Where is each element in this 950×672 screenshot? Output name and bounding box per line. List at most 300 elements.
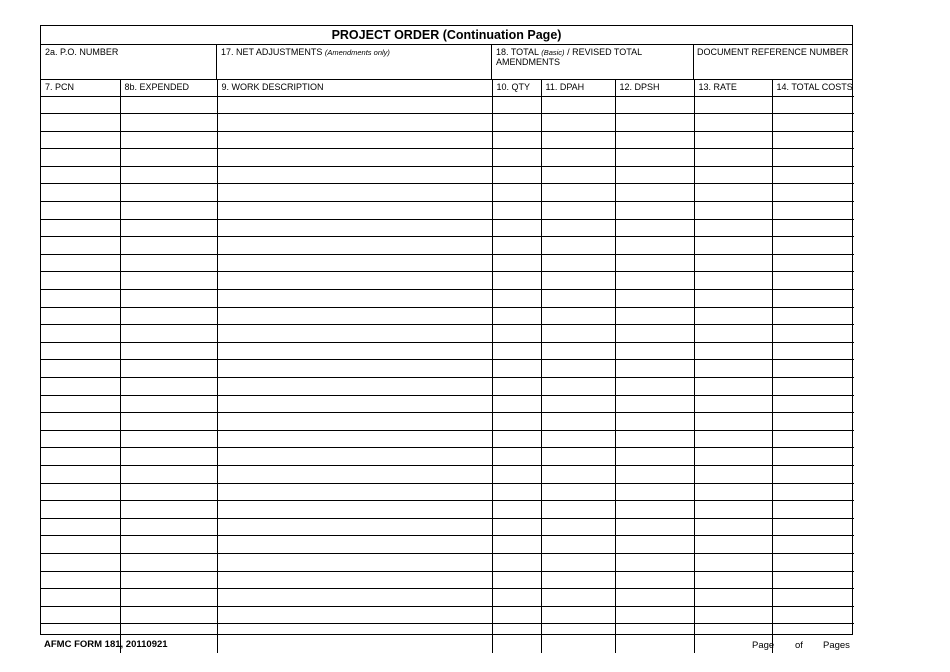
table-row bbox=[41, 378, 854, 396]
form-title: PROJECT ORDER (Continuation Page) bbox=[41, 26, 852, 45]
cell-pcn[interactable] bbox=[41, 96, 120, 114]
cell-dpah[interactable] bbox=[541, 518, 615, 536]
cell-work-description[interactable] bbox=[217, 553, 492, 571]
cell-work-description[interactable] bbox=[217, 149, 492, 167]
cell-dpah[interactable] bbox=[541, 184, 615, 202]
cell-qty[interactable] bbox=[492, 378, 541, 396]
cell-work-description[interactable] bbox=[217, 465, 492, 483]
cell-pcn[interactable] bbox=[41, 149, 120, 167]
cell-total-costs[interactable] bbox=[772, 360, 854, 378]
po-number-field[interactable] bbox=[41, 44, 217, 79]
cell-pcn[interactable] bbox=[41, 448, 120, 466]
cell-rate[interactable] bbox=[694, 114, 772, 132]
cell-pcn[interactable] bbox=[41, 272, 120, 290]
cell-expended[interactable] bbox=[120, 589, 217, 607]
cell-qty[interactable] bbox=[492, 272, 541, 290]
cell-qty[interactable] bbox=[492, 606, 541, 624]
cell-total-costs[interactable] bbox=[772, 395, 854, 413]
table-row bbox=[41, 237, 854, 255]
cell-expended[interactable] bbox=[120, 219, 217, 237]
cell-dpah[interactable] bbox=[541, 589, 615, 607]
cell-total-costs[interactable] bbox=[772, 571, 854, 589]
cell-dpsh[interactable] bbox=[615, 342, 694, 360]
cell-expended[interactable] bbox=[120, 307, 217, 325]
cell-total-costs[interactable] bbox=[772, 307, 854, 325]
table-row bbox=[41, 589, 854, 607]
cell-expended[interactable] bbox=[120, 166, 217, 184]
cell-work-description[interactable] bbox=[217, 219, 492, 237]
cell-qty[interactable] bbox=[492, 589, 541, 607]
cell-pcn[interactable] bbox=[41, 571, 120, 589]
cell-total-costs[interactable] bbox=[772, 589, 854, 607]
cell-expended[interactable] bbox=[120, 114, 217, 132]
cell-pcn[interactable] bbox=[41, 395, 120, 413]
cell-rate[interactable] bbox=[694, 553, 772, 571]
cell-work-description[interactable] bbox=[217, 290, 492, 308]
table-row bbox=[41, 342, 854, 360]
table-row bbox=[41, 571, 854, 589]
table-row bbox=[41, 518, 854, 536]
cell-pcn[interactable] bbox=[41, 483, 120, 501]
cell-total-costs[interactable] bbox=[772, 96, 854, 114]
cell-total-costs[interactable] bbox=[772, 378, 854, 396]
cell-pcn[interactable] bbox=[41, 202, 120, 220]
cell-dpsh[interactable] bbox=[615, 360, 694, 378]
cell-qty[interactable] bbox=[492, 536, 541, 554]
cell-expended[interactable] bbox=[120, 571, 217, 589]
cell-dpah[interactable] bbox=[541, 149, 615, 167]
cell-dpsh[interactable] bbox=[615, 501, 694, 519]
cell-work-description[interactable] bbox=[217, 536, 492, 554]
cell-dpsh[interactable] bbox=[615, 553, 694, 571]
cell-total-costs[interactable] bbox=[772, 518, 854, 536]
cell-qty[interactable] bbox=[492, 413, 541, 431]
table-row bbox=[41, 307, 854, 325]
table-row bbox=[41, 166, 854, 184]
doc-reference-label: DOCUMENT REFERENCE NUMBER bbox=[697, 47, 849, 57]
cell-dpsh[interactable] bbox=[615, 96, 694, 114]
cell-dpah[interactable] bbox=[541, 553, 615, 571]
cell-pcn[interactable] bbox=[41, 166, 120, 184]
table-row bbox=[41, 536, 854, 554]
cell-dpah[interactable] bbox=[541, 202, 615, 220]
cell-expended[interactable] bbox=[120, 518, 217, 536]
cell-total-costs[interactable] bbox=[772, 430, 854, 448]
net-adjustments-note: (Amendments only) bbox=[324, 48, 390, 57]
cell-expended[interactable] bbox=[120, 202, 217, 220]
table-row bbox=[41, 96, 854, 114]
cell-rate[interactable] bbox=[694, 166, 772, 184]
cell-expended[interactable] bbox=[120, 378, 217, 396]
cell-dpah[interactable] bbox=[541, 307, 615, 325]
cell-pcn[interactable] bbox=[41, 131, 120, 149]
cell-work-description[interactable] bbox=[217, 589, 492, 607]
cell-dpah[interactable] bbox=[541, 448, 615, 466]
cell-work-description[interactable] bbox=[217, 624, 492, 653]
cell-expended[interactable] bbox=[120, 483, 217, 501]
cell-work-description[interactable] bbox=[217, 483, 492, 501]
cell-work-description[interactable] bbox=[217, 501, 492, 519]
table-row bbox=[41, 413, 854, 431]
cell-qty[interactable] bbox=[492, 307, 541, 325]
cell-total-costs[interactable] bbox=[772, 606, 854, 624]
cell-total-costs[interactable] bbox=[772, 413, 854, 431]
cell-pcn[interactable] bbox=[41, 254, 120, 272]
cell-dpsh[interactable] bbox=[615, 325, 694, 343]
cell-work-description[interactable] bbox=[217, 448, 492, 466]
cell-rate[interactable] bbox=[694, 290, 772, 308]
cell-rate[interactable] bbox=[694, 254, 772, 272]
cell-dpsh[interactable] bbox=[615, 413, 694, 431]
cell-work-description[interactable] bbox=[217, 378, 492, 396]
col-header-dpsh: 12. DPSH bbox=[615, 79, 694, 96]
cell-pcn[interactable] bbox=[41, 430, 120, 448]
table-row bbox=[41, 219, 854, 237]
cell-pcn[interactable] bbox=[41, 465, 120, 483]
cell-qty[interactable] bbox=[492, 571, 541, 589]
table-row bbox=[41, 465, 854, 483]
cell-pcn[interactable] bbox=[41, 606, 120, 624]
project-order-form bbox=[40, 25, 853, 635]
cell-rate[interactable] bbox=[694, 589, 772, 607]
cell-expended[interactable] bbox=[120, 237, 217, 255]
cell-qty[interactable] bbox=[492, 184, 541, 202]
cell-total-costs[interactable] bbox=[772, 342, 854, 360]
cell-dpah[interactable] bbox=[541, 166, 615, 184]
cell-work-description[interactable] bbox=[217, 114, 492, 132]
cell-total-costs[interactable] bbox=[772, 325, 854, 343]
cell-total-costs[interactable] bbox=[772, 290, 854, 308]
cell-expended[interactable] bbox=[120, 272, 217, 290]
cell-rate[interactable] bbox=[694, 465, 772, 483]
cell-rate[interactable] bbox=[694, 219, 772, 237]
cell-dpsh[interactable] bbox=[615, 606, 694, 624]
cell-dpah[interactable] bbox=[541, 272, 615, 290]
cell-total-costs[interactable] bbox=[772, 448, 854, 466]
cell-work-description[interactable] bbox=[217, 518, 492, 536]
cell-qty[interactable] bbox=[492, 430, 541, 448]
table-row bbox=[41, 448, 854, 466]
cell-work-description[interactable] bbox=[217, 254, 492, 272]
cell-pcn[interactable] bbox=[41, 413, 120, 431]
table-row bbox=[41, 114, 854, 132]
table-row bbox=[41, 360, 854, 378]
cell-total-costs[interactable] bbox=[772, 184, 854, 202]
table-row bbox=[41, 272, 854, 290]
header-row bbox=[41, 44, 852, 80]
form-id: AFMC FORM 181, 20110921 bbox=[44, 639, 168, 650]
cell-rate[interactable] bbox=[694, 395, 772, 413]
cell-total-costs[interactable] bbox=[772, 202, 854, 220]
cell-expended[interactable] bbox=[120, 360, 217, 378]
cell-qty[interactable] bbox=[492, 518, 541, 536]
cell-work-description[interactable] bbox=[217, 166, 492, 184]
cell-qty[interactable] bbox=[492, 166, 541, 184]
col-header-total-costs: 14. TOTAL COSTS bbox=[772, 79, 854, 96]
cell-pcn[interactable] bbox=[41, 536, 120, 554]
cell-dpah[interactable] bbox=[541, 606, 615, 624]
cell-pcn[interactable] bbox=[41, 518, 120, 536]
cell-work-description[interactable] bbox=[217, 325, 492, 343]
table-row bbox=[41, 606, 854, 624]
cell-dpah[interactable] bbox=[541, 483, 615, 501]
cell-work-description[interactable] bbox=[217, 96, 492, 114]
cell-qty[interactable] bbox=[492, 360, 541, 378]
cell-qty[interactable] bbox=[492, 465, 541, 483]
cell-qty[interactable] bbox=[492, 96, 541, 114]
cell-rate[interactable] bbox=[694, 448, 772, 466]
cell-qty[interactable] bbox=[492, 395, 541, 413]
cell-dpsh[interactable] bbox=[615, 290, 694, 308]
cell-dpah[interactable] bbox=[541, 290, 615, 308]
cell-rate[interactable] bbox=[694, 307, 772, 325]
cell-expended[interactable] bbox=[120, 342, 217, 360]
cell-expended[interactable] bbox=[120, 96, 217, 114]
col-header-work-description: 9. WORK DESCRIPTION bbox=[217, 79, 492, 96]
cell-pcn[interactable] bbox=[41, 219, 120, 237]
cell-qty[interactable] bbox=[492, 624, 541, 653]
cell-qty[interactable] bbox=[492, 149, 541, 167]
table-row bbox=[41, 290, 854, 308]
cell-rate[interactable] bbox=[694, 536, 772, 554]
cell-work-description[interactable] bbox=[217, 430, 492, 448]
cell-expended[interactable] bbox=[120, 254, 217, 272]
cell-pcn[interactable] bbox=[41, 237, 120, 255]
cell-rate[interactable] bbox=[694, 342, 772, 360]
cell-qty[interactable] bbox=[492, 114, 541, 132]
cell-dpah[interactable] bbox=[541, 114, 615, 132]
cell-dpsh[interactable] bbox=[615, 254, 694, 272]
cell-pcn[interactable] bbox=[41, 325, 120, 343]
cell-dpsh[interactable] bbox=[615, 536, 694, 554]
cell-qty[interactable] bbox=[492, 202, 541, 220]
cell-pcn[interactable] bbox=[41, 342, 120, 360]
cell-dpsh[interactable] bbox=[615, 202, 694, 220]
cell-expended[interactable] bbox=[120, 184, 217, 202]
cell-dpah[interactable] bbox=[541, 395, 615, 413]
cell-rate[interactable] bbox=[694, 430, 772, 448]
page-label: Page bbox=[752, 640, 775, 651]
line-items-grid bbox=[41, 79, 852, 653]
cell-qty[interactable] bbox=[492, 483, 541, 501]
cell-rate[interactable] bbox=[694, 202, 772, 220]
cell-expended[interactable] bbox=[120, 501, 217, 519]
col-header-qty: 10. QTY bbox=[492, 79, 541, 96]
cell-expended[interactable] bbox=[120, 395, 217, 413]
cell-dpah[interactable] bbox=[541, 413, 615, 431]
cell-rate[interactable] bbox=[694, 96, 772, 114]
cell-rate[interactable] bbox=[694, 413, 772, 431]
col-header-expended: 8b. EXPENDED bbox=[120, 79, 217, 96]
cell-rate[interactable] bbox=[694, 518, 772, 536]
cell-pcn[interactable] bbox=[41, 184, 120, 202]
cell-work-description[interactable] bbox=[217, 395, 492, 413]
cell-dpsh[interactable] bbox=[615, 624, 694, 653]
cell-work-description[interactable] bbox=[217, 237, 492, 255]
cell-rate[interactable] bbox=[694, 483, 772, 501]
cell-qty[interactable] bbox=[492, 342, 541, 360]
col-header-pcn: 7. PCN bbox=[41, 79, 120, 96]
cell-expended[interactable] bbox=[120, 553, 217, 571]
cell-rate[interactable] bbox=[694, 606, 772, 624]
cell-dpah[interactable] bbox=[541, 342, 615, 360]
cell-dpsh[interactable] bbox=[615, 149, 694, 167]
cell-work-description[interactable] bbox=[217, 360, 492, 378]
cell-total-costs[interactable] bbox=[772, 272, 854, 290]
line-items-body bbox=[41, 96, 854, 653]
cell-dpsh[interactable] bbox=[615, 483, 694, 501]
table-row bbox=[41, 395, 854, 413]
table-row bbox=[41, 202, 854, 220]
cell-total-costs[interactable] bbox=[772, 465, 854, 483]
cell-dpsh[interactable] bbox=[615, 448, 694, 466]
cell-dpah[interactable] bbox=[541, 131, 615, 149]
cell-expended[interactable] bbox=[120, 430, 217, 448]
cell-dpah[interactable] bbox=[541, 254, 615, 272]
cell-pcn[interactable] bbox=[41, 360, 120, 378]
cell-work-description[interactable] bbox=[217, 307, 492, 325]
cell-dpah[interactable] bbox=[541, 219, 615, 237]
net-adjustments-label: 17. NET ADJUSTMENTS bbox=[221, 47, 323, 57]
table-row bbox=[41, 430, 854, 448]
cell-pcn[interactable] bbox=[41, 553, 120, 571]
cell-qty[interactable] bbox=[492, 219, 541, 237]
cell-dpsh[interactable] bbox=[615, 465, 694, 483]
cell-dpah[interactable] bbox=[541, 501, 615, 519]
cell-dpsh[interactable] bbox=[615, 395, 694, 413]
cell-total-costs[interactable] bbox=[772, 237, 854, 255]
cell-expended[interactable] bbox=[120, 149, 217, 167]
cell-total-costs[interactable] bbox=[772, 501, 854, 519]
cell-rate[interactable] bbox=[694, 360, 772, 378]
cell-total-costs[interactable] bbox=[772, 114, 854, 132]
po-number-label: 2a. P.O. NUMBER bbox=[45, 47, 119, 57]
cell-dpsh[interactable] bbox=[615, 237, 694, 255]
table-row bbox=[41, 184, 854, 202]
total-amendments-field[interactable] bbox=[492, 44, 694, 79]
cell-total-costs[interactable] bbox=[772, 219, 854, 237]
cell-dpsh[interactable] bbox=[615, 272, 694, 290]
cell-dpah[interactable] bbox=[541, 624, 615, 653]
cell-total-costs[interactable] bbox=[772, 553, 854, 571]
net-adjustments-field[interactable] bbox=[217, 44, 492, 79]
cell-total-costs[interactable] bbox=[772, 166, 854, 184]
cell-pcn[interactable] bbox=[41, 589, 120, 607]
cell-pcn[interactable] bbox=[41, 307, 120, 325]
cell-dpah[interactable] bbox=[541, 536, 615, 554]
cell-expended[interactable] bbox=[120, 325, 217, 343]
doc-reference-field[interactable] bbox=[694, 44, 854, 79]
cell-total-costs[interactable] bbox=[772, 131, 854, 149]
cell-total-costs[interactable] bbox=[772, 254, 854, 272]
cell-qty[interactable] bbox=[492, 237, 541, 255]
table-row bbox=[41, 131, 854, 149]
cell-expended[interactable] bbox=[120, 448, 217, 466]
cell-work-description[interactable] bbox=[217, 184, 492, 202]
cell-total-costs[interactable] bbox=[772, 483, 854, 501]
cell-qty[interactable] bbox=[492, 290, 541, 308]
pages-label: Pages bbox=[823, 640, 850, 651]
cell-work-description[interactable] bbox=[217, 342, 492, 360]
cell-pcn[interactable] bbox=[41, 378, 120, 396]
of-label: of bbox=[795, 640, 803, 651]
cell-rate[interactable] bbox=[694, 184, 772, 202]
cell-rate[interactable] bbox=[694, 272, 772, 290]
cell-expended[interactable] bbox=[120, 413, 217, 431]
col-header-dpah: 11. DPAH bbox=[541, 79, 615, 96]
cell-rate[interactable] bbox=[694, 237, 772, 255]
cell-pcn[interactable] bbox=[41, 501, 120, 519]
cell-dpah[interactable] bbox=[541, 96, 615, 114]
cell-dpah[interactable] bbox=[541, 571, 615, 589]
cell-dpsh[interactable] bbox=[615, 307, 694, 325]
cell-rate[interactable] bbox=[694, 501, 772, 519]
cell-qty[interactable] bbox=[492, 553, 541, 571]
cell-work-description[interactable] bbox=[217, 272, 492, 290]
table-row bbox=[41, 501, 854, 519]
cell-pcn[interactable] bbox=[41, 114, 120, 132]
cell-dpsh[interactable] bbox=[615, 114, 694, 132]
cell-rate[interactable] bbox=[694, 378, 772, 396]
table-row bbox=[41, 483, 854, 501]
cell-dpsh[interactable] bbox=[615, 430, 694, 448]
cell-dpah[interactable] bbox=[541, 378, 615, 396]
cell-rate[interactable] bbox=[694, 571, 772, 589]
cell-rate[interactable] bbox=[694, 131, 772, 149]
cell-qty[interactable] bbox=[492, 254, 541, 272]
cell-work-description[interactable] bbox=[217, 571, 492, 589]
cell-dpah[interactable] bbox=[541, 325, 615, 343]
line-items-table bbox=[41, 79, 854, 653]
cell-work-description[interactable] bbox=[217, 413, 492, 431]
cell-rate[interactable] bbox=[694, 325, 772, 343]
cell-dpah[interactable] bbox=[541, 430, 615, 448]
cell-dpah[interactable] bbox=[541, 237, 615, 255]
cell-expended[interactable] bbox=[120, 131, 217, 149]
cell-work-description[interactable] bbox=[217, 606, 492, 624]
cell-dpsh[interactable] bbox=[615, 184, 694, 202]
cell-expended[interactable] bbox=[120, 290, 217, 308]
cell-dpsh[interactable] bbox=[615, 166, 694, 184]
cell-work-description[interactable] bbox=[217, 131, 492, 149]
cell-expended[interactable] bbox=[120, 606, 217, 624]
cell-qty[interactable] bbox=[492, 325, 541, 343]
cell-dpsh[interactable] bbox=[615, 378, 694, 396]
cell-pcn[interactable] bbox=[41, 290, 120, 308]
cell-dpah[interactable] bbox=[541, 465, 615, 483]
cell-qty[interactable] bbox=[492, 501, 541, 519]
cell-dpsh[interactable] bbox=[615, 589, 694, 607]
cell-work-description[interactable] bbox=[217, 202, 492, 220]
table-row bbox=[41, 149, 854, 167]
cell-qty[interactable] bbox=[492, 448, 541, 466]
cell-qty[interactable] bbox=[492, 131, 541, 149]
cell-expended[interactable] bbox=[120, 536, 217, 554]
cell-dpsh[interactable] bbox=[615, 219, 694, 237]
cell-expended[interactable] bbox=[120, 465, 217, 483]
cell-dpsh[interactable] bbox=[615, 571, 694, 589]
cell-dpah[interactable] bbox=[541, 360, 615, 378]
cell-total-costs[interactable] bbox=[772, 536, 854, 554]
cell-total-costs[interactable] bbox=[772, 149, 854, 167]
cell-rate[interactable] bbox=[694, 149, 772, 167]
total-label-prefix: 18. TOTAL bbox=[496, 47, 539, 57]
cell-dpsh[interactable] bbox=[615, 131, 694, 149]
total-label-note: (Basic) bbox=[541, 48, 565, 57]
cell-dpsh[interactable] bbox=[615, 518, 694, 536]
column-header-row bbox=[41, 79, 854, 96]
col-header-rate: 13. RATE bbox=[694, 79, 772, 96]
